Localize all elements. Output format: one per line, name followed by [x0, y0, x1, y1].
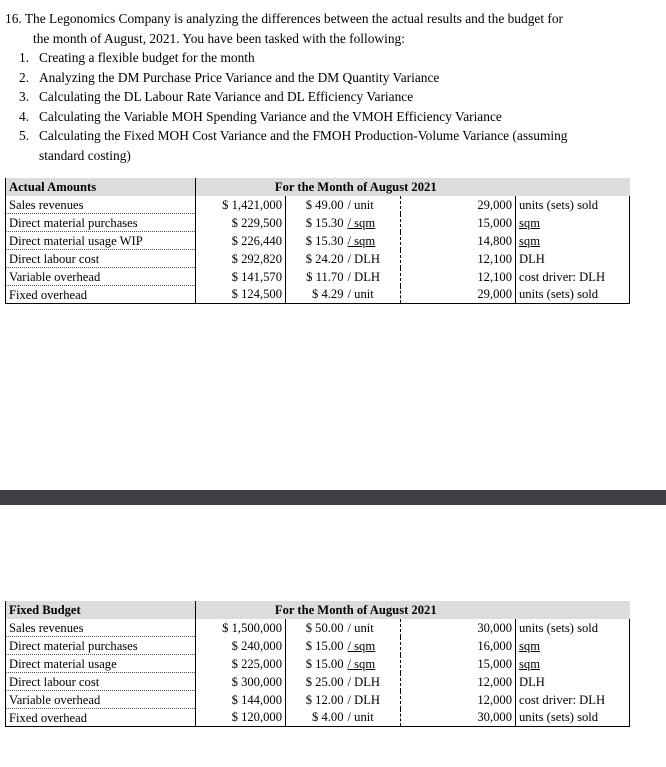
table-title: Actual Amounts	[6, 178, 196, 196]
row-rate-unit: / sqm	[347, 233, 376, 248]
task-item	[5, 48, 655, 68]
row-quantity: 30,000	[401, 709, 516, 727]
row-amount: $ 225,000	[196, 655, 286, 673]
row-quantity: 16,000	[401, 637, 516, 655]
row-label: Direct material purchases	[6, 214, 196, 232]
row-quantity: 12,100	[401, 268, 516, 286]
table-row	[6, 637, 630, 655]
row-amount: $ 292,820	[196, 250, 286, 268]
row-quantity-unit: units (sets) sold	[516, 196, 630, 214]
row-quantity-unit: sqm	[516, 637, 630, 655]
task-item-continuation	[5, 146, 655, 166]
row-rate-unit: / unit	[346, 286, 401, 304]
fixed-budget-table	[5, 601, 630, 727]
row-rate-unit: / DLH	[347, 251, 381, 266]
page-divider	[0, 490, 666, 505]
table-row	[6, 286, 630, 304]
row-quantity: 15,000	[401, 655, 516, 673]
row-rate-unit: / DLH	[347, 674, 381, 689]
question-line-1: 16. The Legonomics Company is analyzing the differences between the actual results and the budget for	[5, 11, 564, 26]
row-quantity: 12,100	[401, 250, 516, 268]
row-amount: $ 1,421,000	[196, 196, 286, 214]
table-title: Fixed Budget	[6, 601, 196, 619]
row-rate-unit: / DLH	[347, 269, 381, 284]
row-label: Fixed overhead	[6, 286, 196, 304]
table-period: For the Month of August 2021	[196, 601, 516, 619]
row-label: Direct labour cost	[6, 673, 196, 691]
row-amount: $ 144,000	[196, 691, 286, 709]
row-rate: $ 49.00	[286, 196, 346, 214]
row-label: Variable overhead	[6, 268, 196, 286]
row-rate: $ 24.20	[286, 250, 346, 268]
actual-amounts-table	[5, 178, 630, 304]
table-row	[6, 232, 630, 250]
row-quantity-unit: units (sets) sold	[516, 286, 630, 304]
row-rate: $ 15.30	[286, 214, 346, 232]
row-quantity-unit: sqm	[516, 232, 630, 250]
row-amount: $ 1,500,000	[196, 619, 286, 637]
task-text: Calculating the Fixed MOH Cost Variance and the FMOH Production-Volume Variance (assuming	[39, 128, 568, 143]
table-row	[6, 655, 630, 673]
row-rate: $ 15.30	[286, 232, 346, 250]
row-amount: $ 240,000	[196, 637, 286, 655]
row-quantity: 29,000	[401, 196, 516, 214]
task-text: Calculating the DL Labour Rate Variance and DL Efficiency Variance	[39, 89, 414, 104]
row-quantity: 12,000	[401, 673, 516, 691]
row-quantity-unit: sqm	[516, 214, 630, 232]
row-rate: $ 12.00	[286, 691, 346, 709]
row-quantity: 12,000	[401, 691, 516, 709]
row-amount: $ 300,000	[196, 673, 286, 691]
table-row	[6, 268, 630, 286]
row-rate: $ 4.00	[286, 709, 346, 727]
row-label: Direct material purchases	[6, 637, 196, 655]
row-quantity-unit: units (sets) sold	[516, 709, 630, 727]
row-label: Direct material usage WIP	[6, 232, 196, 250]
row-quantity: 15,000	[401, 214, 516, 232]
row-rate-unit: / sqm	[347, 215, 376, 230]
row-label: Sales revenues	[6, 196, 196, 214]
task-text: Analyzing the DM Purchase Price Variance and the DM Quantity Variance	[39, 69, 440, 85]
row-label: Fixed overhead	[6, 709, 196, 727]
task-number: 1.	[19, 50, 30, 65]
question-text	[5, 9, 655, 165]
task-number: 2.	[19, 69, 30, 85]
row-rate-unit: / unit	[347, 620, 374, 635]
task-text: standard costing)	[39, 147, 131, 163]
row-amount: $ 141,570	[196, 268, 286, 286]
table-row	[6, 250, 630, 268]
row-quantity-unit: units (sets) sold	[516, 619, 630, 637]
row-rate: $ 11.70	[286, 268, 346, 286]
table-header-row	[6, 601, 630, 619]
task-item	[5, 87, 655, 107]
table-row	[6, 619, 630, 637]
task-text: Creating a flexible budget for the month	[39, 50, 255, 65]
row-label: Direct material usage	[6, 655, 196, 673]
task-item	[5, 107, 655, 127]
row-label: Variable overhead	[6, 691, 196, 709]
row-quantity: 29,000	[401, 286, 516, 304]
task-number: 3.	[19, 89, 30, 104]
row-rate: $ 25.00	[286, 673, 346, 691]
row-amount: $ 229,500	[196, 214, 286, 232]
row-quantity-unit: DLH	[516, 673, 630, 691]
row-rate: $ 50.00	[286, 619, 346, 637]
task-item	[5, 126, 655, 146]
row-rate: $ 15.00	[286, 637, 346, 655]
row-rate-unit: / unit	[346, 709, 401, 727]
row-amount: $ 226,440	[196, 232, 286, 250]
row-rate-unit: / DLH	[347, 692, 381, 707]
row-label: Sales revenues	[6, 619, 196, 637]
row-rate-unit: / unit	[347, 197, 374, 212]
row-quantity-unit: cost driver: DLH	[516, 268, 630, 286]
table-row	[6, 691, 630, 709]
question-line-2: the month of August, 2021. You have been tasked with the following:	[33, 30, 405, 46]
table-row	[6, 709, 630, 727]
table-period: For the Month of August 2021	[196, 178, 516, 196]
task-number: 4.	[19, 108, 30, 124]
row-quantity: 30,000	[401, 619, 516, 637]
task-item	[5, 68, 655, 88]
task-number: 5.	[19, 128, 30, 143]
row-quantity: 14,800	[401, 232, 516, 250]
row-rate-unit: / sqm	[347, 638, 376, 653]
table-header-row	[6, 178, 630, 196]
row-rate-unit: / sqm	[347, 656, 376, 671]
table-row	[6, 673, 630, 691]
table-row	[6, 214, 630, 232]
row-rate: $ 15.00	[286, 655, 346, 673]
row-amount: $ 124,500	[196, 286, 286, 304]
row-amount: $ 120,000	[196, 709, 286, 727]
row-quantity-unit: sqm	[516, 655, 630, 673]
row-quantity-unit: cost driver: DLH	[516, 691, 630, 709]
row-label: Direct labour cost	[6, 250, 196, 268]
row-quantity-unit: DLH	[516, 250, 630, 268]
row-rate: $ 4.29	[286, 286, 346, 304]
task-text: Calculating the Variable MOH Spending Variance and the VMOH Efficiency Variance	[39, 108, 502, 124]
table-row	[6, 196, 630, 214]
task-list	[5, 48, 655, 165]
